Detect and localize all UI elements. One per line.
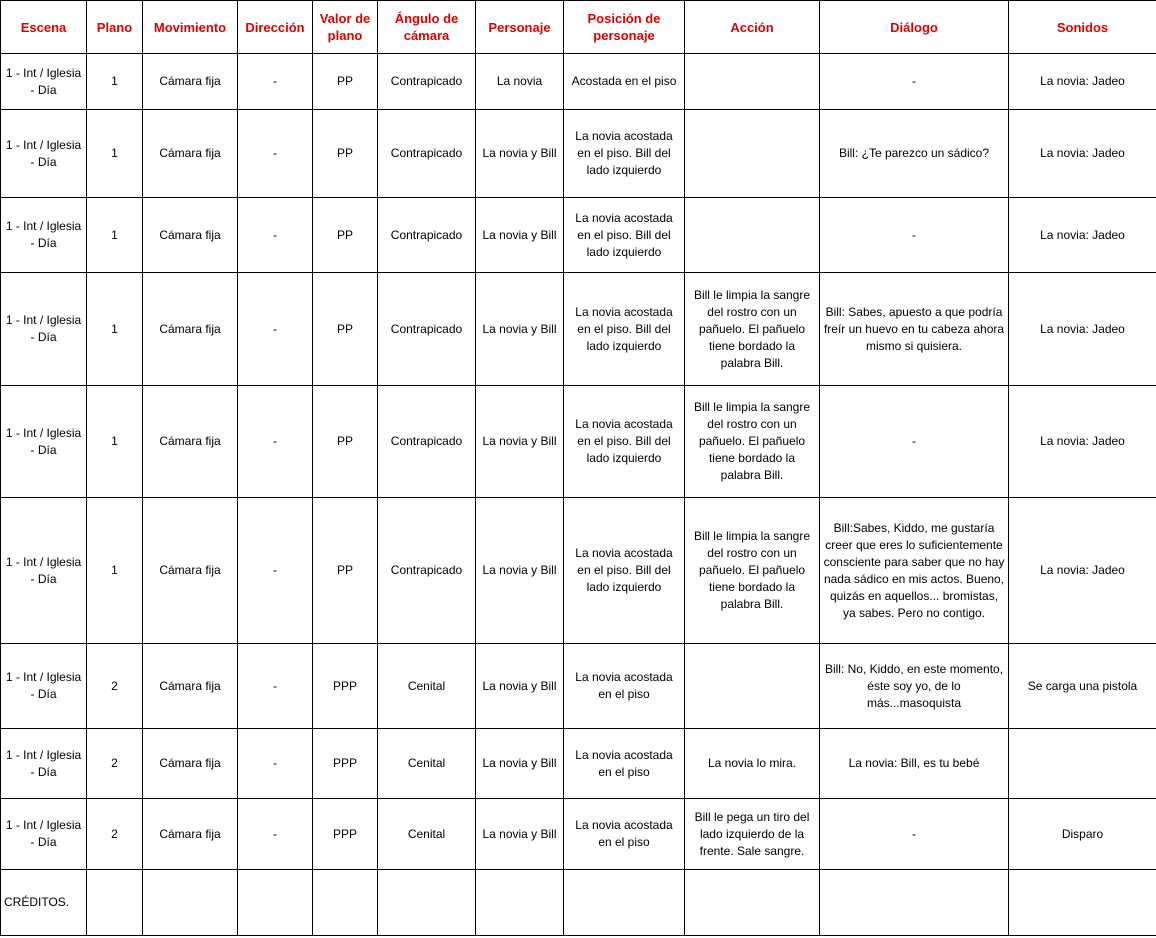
cell-movimiento: Cámara fija <box>143 386 238 498</box>
table-row <box>1 498 1156 644</box>
cell-posicion: Acostada en el piso <box>564 54 685 110</box>
cell-personaje: La novia y Bill <box>476 273 564 386</box>
cell-direccion: - <box>238 386 313 498</box>
cell-plano: 1 <box>87 54 143 110</box>
cell-direccion: - <box>238 799 313 870</box>
header-escena: Escena <box>1 1 87 54</box>
cell-valor-de-plano: PPP <box>313 729 378 799</box>
cell-sonidos: La novia: Jadeo <box>1009 198 1156 273</box>
cell-accion: Bill le limpia la sangre del rostro con un pañuelo. El pañuelo tiene bordado la palabra Bill. <box>685 498 820 644</box>
cell-posicion: La novia acostada en el piso. Bill del lado izquierdo <box>564 498 685 644</box>
cell-escena: 1 - Int / Iglesia - Día <box>1 799 87 870</box>
table-header <box>1 1 1156 54</box>
cell-direccion <box>238 870 313 936</box>
cell-dialogo: - <box>820 799 1009 870</box>
cell-movimiento: Cámara fija <box>143 110 238 198</box>
cell-valor-de-plano: PPP <box>313 644 378 729</box>
cell-direccion: - <box>238 644 313 729</box>
cell-dialogo: La novia: Bill, es tu bebé <box>820 729 1009 799</box>
cell-personaje: La novia y Bill <box>476 198 564 273</box>
cell-angulo: Cenital <box>378 644 476 729</box>
cell-sonidos: La novia: Jadeo <box>1009 273 1156 386</box>
header-row <box>1 1 1156 54</box>
cell-sonidos <box>1009 870 1156 936</box>
cell-plano: 1 <box>87 273 143 386</box>
cell-plano: 1 <box>87 198 143 273</box>
cell-personaje: La novia y Bill <box>476 799 564 870</box>
cell-personaje <box>476 870 564 936</box>
cell-direccion: - <box>238 498 313 644</box>
cell-sonidos: La novia: Jadeo <box>1009 498 1156 644</box>
cell-accion: Bill le pega un tiro del lado izquierdo de la frente. Sale sangre. <box>685 799 820 870</box>
cell-sonidos: Se carga una pistola <box>1009 644 1156 729</box>
table-row <box>1 729 1156 799</box>
cell-plano: 1 <box>87 386 143 498</box>
cell-movimiento: Cámara fija <box>143 198 238 273</box>
table-row <box>1 386 1156 498</box>
cell-valor-de-plano: PP <box>313 110 378 198</box>
cell-sonidos: Disparo <box>1009 799 1156 870</box>
header-personaje: Personaje <box>476 1 564 54</box>
cell-plano: 2 <box>87 729 143 799</box>
cell-valor-de-plano: PP <box>313 54 378 110</box>
cell-accion <box>685 110 820 198</box>
cell-movimiento: Cámara fija <box>143 644 238 729</box>
cell-accion <box>685 198 820 273</box>
cell-angulo: Contrapicado <box>378 110 476 198</box>
cell-plano: 1 <box>87 110 143 198</box>
header-direccion: Dirección <box>238 1 313 54</box>
cell-escena: 1 - Int / Iglesia - Día <box>1 729 87 799</box>
cell-valor-de-plano: PP <box>313 273 378 386</box>
header-movimiento: Movimiento <box>143 1 238 54</box>
cell-escena: 1 - Int / Iglesia - Día <box>1 54 87 110</box>
cell-escena: 1 - Int / Iglesia - Día <box>1 386 87 498</box>
header-valor-de-plano: Valor de plano <box>313 1 378 54</box>
cell-personaje: La novia <box>476 54 564 110</box>
table-row <box>1 110 1156 198</box>
cell-angulo <box>378 870 476 936</box>
cell-dialogo: - <box>820 54 1009 110</box>
cell-sonidos: La novia: Jadeo <box>1009 386 1156 498</box>
cell-movimiento <box>143 870 238 936</box>
cell-accion <box>685 870 820 936</box>
cell-valor-de-plano <box>313 870 378 936</box>
header-dialogo: Diálogo <box>820 1 1009 54</box>
cell-direccion: - <box>238 54 313 110</box>
cell-posicion: La novia acostada en el piso. Bill del lado izquierdo <box>564 386 685 498</box>
cell-plano <box>87 870 143 936</box>
header-posicion-de-personaje: Posición de personaje <box>564 1 685 54</box>
cell-angulo: Contrapicado <box>378 386 476 498</box>
cell-creditos: CRÉDITOS. <box>1 870 87 936</box>
cell-plano: 2 <box>87 799 143 870</box>
cell-valor-de-plano: PP <box>313 386 378 498</box>
cell-dialogo: - <box>820 386 1009 498</box>
cell-escena: 1 - Int / Iglesia - Día <box>1 273 87 386</box>
cell-angulo: Contrapicado <box>378 273 476 386</box>
cell-angulo: Cenital <box>378 729 476 799</box>
header-angulo-de-camara: Ángulo de cámara <box>378 1 476 54</box>
cell-posicion: La novia acostada en el piso. Bill del lado izquierdo <box>564 273 685 386</box>
table-row <box>1 273 1156 386</box>
cell-movimiento: Cámara fija <box>143 273 238 386</box>
cell-dialogo: Bill: Sabes, apuesto a que podría freír un huevo en tu cabeza ahora mismo si quisiera. <box>820 273 1009 386</box>
cell-accion: Bill le limpia la sangre del rostro con un pañuelo. El pañuelo tiene bordado la palabra Bill. <box>685 273 820 386</box>
cell-movimiento: Cámara fija <box>143 498 238 644</box>
cell-direccion: - <box>238 198 313 273</box>
table-row <box>1 870 1156 936</box>
cell-escena: 1 - Int / Iglesia - Día <box>1 110 87 198</box>
cell-personaje: La novia y Bill <box>476 386 564 498</box>
cell-personaje: La novia y Bill <box>476 498 564 644</box>
cell-posicion <box>564 870 685 936</box>
cell-dialogo: Bill: ¿Te parezco un sádico? <box>820 110 1009 198</box>
cell-personaje: La novia y Bill <box>476 729 564 799</box>
table-row <box>1 799 1156 870</box>
cell-valor-de-plano: PP <box>313 198 378 273</box>
cell-movimiento: Cámara fija <box>143 54 238 110</box>
cell-personaje: La novia y Bill <box>476 644 564 729</box>
cell-valor-de-plano: PPP <box>313 799 378 870</box>
cell-escena: 1 - Int / Iglesia - Día <box>1 498 87 644</box>
header-sonidos: Sonidos <box>1009 1 1156 54</box>
cell-sonidos <box>1009 729 1156 799</box>
cell-valor-de-plano: PP <box>313 498 378 644</box>
cell-escena: 1 - Int / Iglesia - Día <box>1 644 87 729</box>
cell-angulo: Contrapicado <box>378 198 476 273</box>
cell-accion: La novia lo mira. <box>685 729 820 799</box>
cell-plano: 2 <box>87 644 143 729</box>
cell-posicion: La novia acostada en el piso <box>564 644 685 729</box>
cell-dialogo: Bill:Sabes, Kiddo, me gustaría creer que eres lo suficientemente consciente para saber que no hay nada sádico en mis actos. Bueno, quizás en aquellos... bromistas, ya sabes. Pero no contigo. <box>820 498 1009 644</box>
table-body <box>1 54 1156 936</box>
cell-accion <box>685 54 820 110</box>
cell-sonidos: La novia: Jadeo <box>1009 54 1156 110</box>
cell-movimiento: Cámara fija <box>143 729 238 799</box>
cell-direccion: - <box>238 110 313 198</box>
cell-plano: 1 <box>87 498 143 644</box>
header-accion: Acción <box>685 1 820 54</box>
cell-angulo: Contrapicado <box>378 498 476 644</box>
cell-dialogo <box>820 870 1009 936</box>
cell-angulo: Cenital <box>378 799 476 870</box>
table-row <box>1 198 1156 273</box>
cell-dialogo: - <box>820 198 1009 273</box>
cell-direccion: - <box>238 273 313 386</box>
header-plano: Plano <box>87 1 143 54</box>
cell-posicion: La novia acostada en el piso. Bill del lado izquierdo <box>564 198 685 273</box>
cell-accion <box>685 644 820 729</box>
table-row <box>1 54 1156 110</box>
cell-posicion: La novia acostada en el piso <box>564 729 685 799</box>
table-row <box>1 644 1156 729</box>
cell-posicion: La novia acostada en el piso. Bill del lado izquierdo <box>564 110 685 198</box>
cell-accion: Bill le limpia la sangre del rostro con un pañuelo. El pañuelo tiene bordado la palabra Bill. <box>685 386 820 498</box>
cell-movimiento: Cámara fija <box>143 799 238 870</box>
cell-escena: 1 - Int / Iglesia - Día <box>1 198 87 273</box>
cell-posicion: La novia acostada en el piso <box>564 799 685 870</box>
cell-direccion: - <box>238 729 313 799</box>
cell-dialogo: Bill: No, Kiddo, en este momento, éste soy yo, de lo más...masoquista <box>820 644 1009 729</box>
cell-personaje: La novia y Bill <box>476 110 564 198</box>
cell-sonidos: La novia: Jadeo <box>1009 110 1156 198</box>
cell-angulo: Contrapicado <box>378 54 476 110</box>
